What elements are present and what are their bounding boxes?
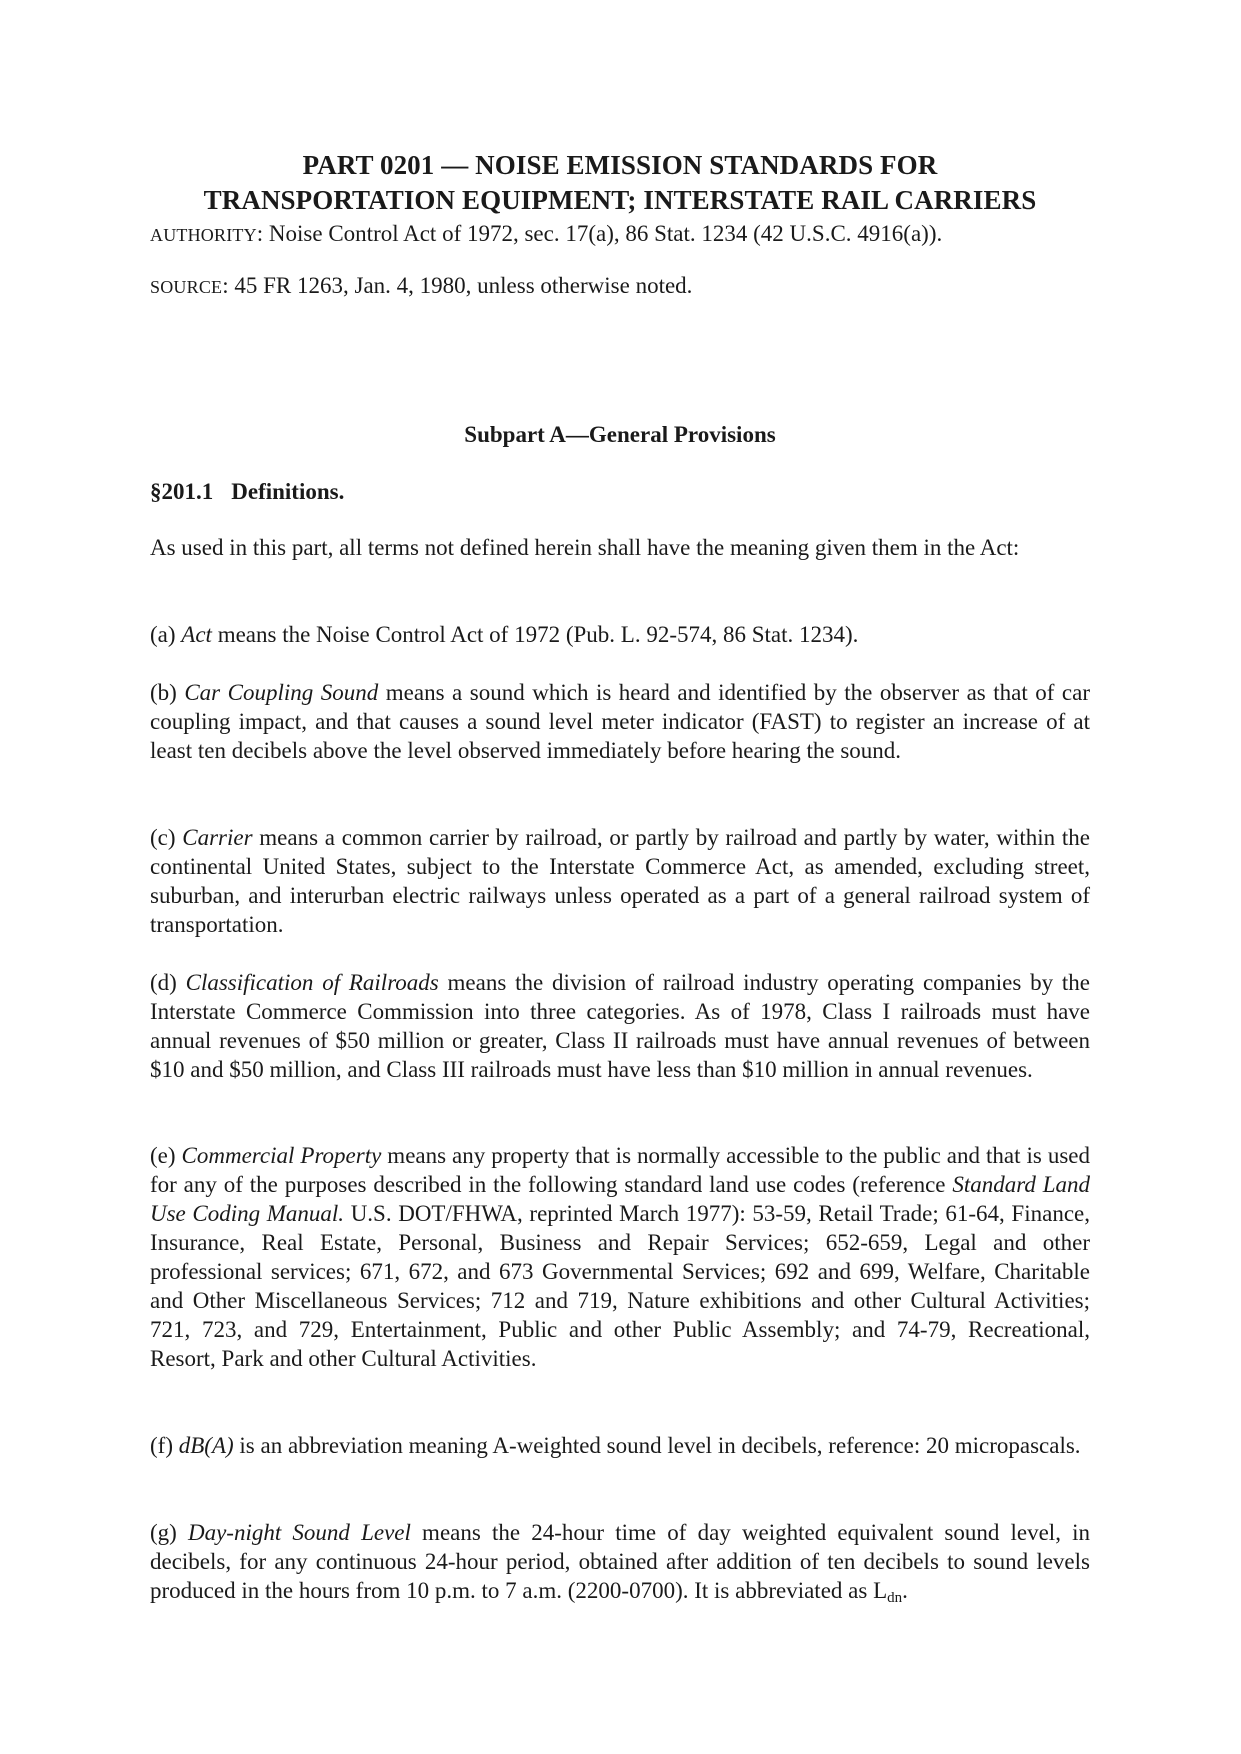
definition-text: means the 24-hour time of day weighted equivalent sound level, in decibels, for any continuous 24-hour period, obtained after addition of ten decibels to sound levels produced in the hours from 10 p.m. to 7 a.m. (2200-0700). It is abbreviated as L — [150, 1520, 1090, 1603]
definition-term: Act — [181, 622, 212, 647]
definition-label: (d) — [150, 970, 186, 995]
definition-text: means a common carrier by railroad, or partly by railroad and partly by water, within the continental United States, subject to the Interstate Commerce Act, as amended, excluding street, suburban, and interurban electric railways unless operated as a part of a general railroad system of transportation. — [150, 825, 1090, 937]
subpart-heading: Subpart A—General Provisions — [464, 422, 776, 447]
definition-label: (f) — [150, 1433, 179, 1458]
definition-label: (a) — [150, 622, 182, 647]
manual-title: Standard Land Use Coding Manual. — [150, 1172, 1090, 1226]
intro-paragraph: As used in this part, all terms not defined herein shall have the meaning given them in the Act: — [150, 535, 1020, 560]
definition-term: Carrier — [182, 825, 253, 850]
source-line — [150, 271, 692, 302]
definition-term: Classification of Railroads — [185, 970, 439, 995]
source-label: SOURCE — [150, 277, 223, 297]
definition-b — [150, 678, 1090, 765]
section-number: §201.1 — [150, 479, 214, 504]
definition-a — [150, 620, 1090, 649]
definition-label: (g) — [150, 1520, 188, 1545]
definition-e — [150, 1141, 1090, 1373]
definition-f — [150, 1431, 1090, 1460]
definition-d — [150, 968, 1090, 1084]
definition-label: (e) — [150, 1143, 182, 1168]
source-text: : 45 FR 1263, Jan. 4, 1980, unless otherwise noted. — [222, 273, 693, 298]
definition-term: dB(A) — [178, 1433, 234, 1458]
authority-line — [150, 219, 942, 250]
subscript-dn: dn — [887, 1590, 903, 1606]
definition-text: is an abbreviation meaning A-weighted sound level in decibels, reference: 20 micropascals. — [233, 1433, 1081, 1458]
authority-label: AUTHORITY — [150, 225, 257, 245]
title-line-2: TRANSPORTATION EQUIPMENT; INTERSTATE RAIL CARRIERS — [203, 185, 1037, 215]
definition-text: means a sound which is heard and identified by the observer as that of car coupling impact, and that causes a sound level meter indicator (FAST) to register an increase of at least ten decibels above the level observed immediately before hearing the sound. — [150, 680, 1090, 763]
definition-label: (c) — [150, 825, 183, 850]
definition-term: Commercial Property — [181, 1143, 382, 1168]
authority-text: : Noise Control Act of 1972, sec. 17(a), 86 Stat. 1234 (42 U.S.C. 4916(a)). — [256, 221, 943, 246]
definition-label: (b) — [150, 680, 185, 705]
definition-c — [150, 823, 1090, 939]
definition-term: Day-night Sound Level — [187, 1520, 411, 1545]
definition-g — [150, 1518, 1090, 1605]
document-title — [150, 148, 1090, 218]
definition-end: . — [902, 1578, 908, 1603]
definition-text: U.S. DOT/FHWA, reprinted March 1977): 53-59, Retail Trade; 61-64, Finance, Insurance, Real Estate, Personal, Business and Repair Services; 652-659, Legal and other professional services; 671, 672, and 673 Governmental Services; 692 and 699, Welfare, Charitable and Other Miscellaneous Services; 712 and 719, Nature exhibitions and other Cultural Activities; 721, 723, and 729, Entertainment, Public and other Public Assembly; and 74-79, Recreational, Resort, Park and other Cultural Activities. — [150, 1201, 1090, 1371]
definition-text: means any property that is normally accessible to the public and that is used for any of the purposes described in the following standard land use codes (reference — [150, 1143, 1090, 1197]
definition-term: Car Coupling Sound — [184, 680, 379, 705]
section-title: Definitions. — [231, 479, 345, 504]
section-heading — [150, 477, 344, 506]
definition-text: means the division of railroad industry operating companies by the Interstate Commerce Commission into three categories. As of 1978, Class I railroads must have annual revenues of $50 million or greater, Class II railroads must have annual revenues of between $10 and $50 million, and Class III railroads must have less than $10 million in annual revenues. — [150, 970, 1090, 1082]
title-line-1: PART 0201 — NOISE EMISSION STANDARDS FOR — [302, 150, 938, 180]
definition-text: means the Noise Control Act of 1972 (Pub. L. 92-574, 86 Stat. 1234). — [211, 622, 859, 647]
